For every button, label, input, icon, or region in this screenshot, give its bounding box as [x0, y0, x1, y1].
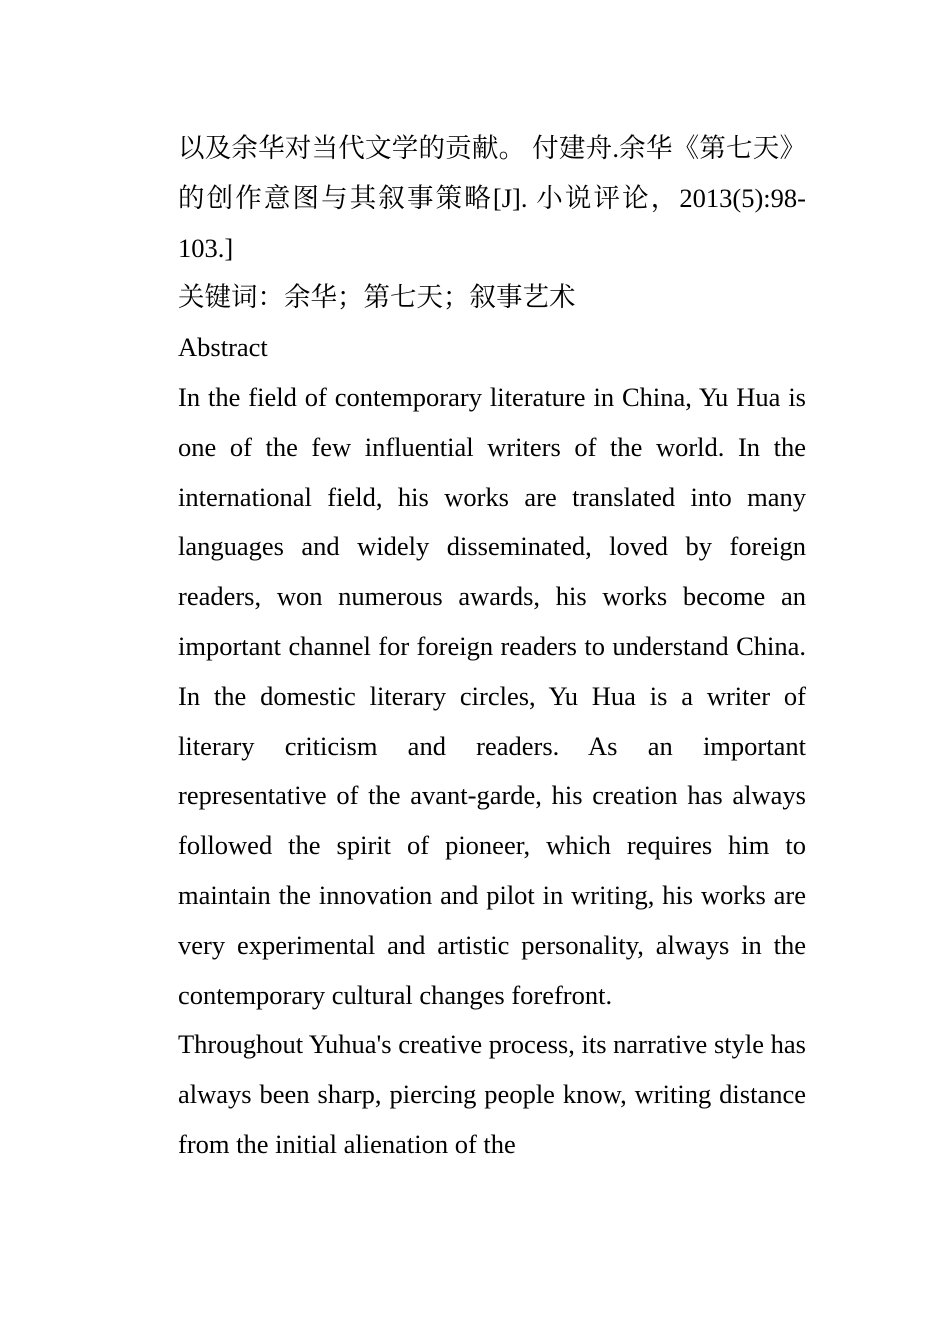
document-page	[178, 124, 806, 1170]
keywords-line: 关键词：余华；第七天；叙事艺术	[178, 282, 576, 313]
abstract-heading: Abstract	[178, 332, 268, 363]
chinese-abstract-tail: 以及余华对当代文学的贡献。 付建舟.余华《第七天》的创作意图与其叙事策略[J]. 小说评论，2013(5):98-103.]	[178, 133, 806, 263]
abstract-paragraph-1: In the field of contemporary literature in China, Yu Hua is one of the few influential writers of the world. In the international field, his works are translated into many languages and widely disseminated, loved by foreign readers, won numerous awards, his works become an important channel for foreign readers to understand China. In the domestic literary circles, Yu Hua is a writer of literary criticism and readers. As an important representative of the avant-garde, his creation has always followed the spirit of pioneer, which requires him to maintain the innovation and pilot in writing, his works are very experimental and artistic personality, always in the contemporary cultural changes forefront.	[178, 381, 806, 1010]
abstract-paragraph-2: Throughout Yuhua's creative process, its narrative style has always been sharp, piercing people know, writing distance from the initial alienation of the	[178, 1029, 806, 1159]
